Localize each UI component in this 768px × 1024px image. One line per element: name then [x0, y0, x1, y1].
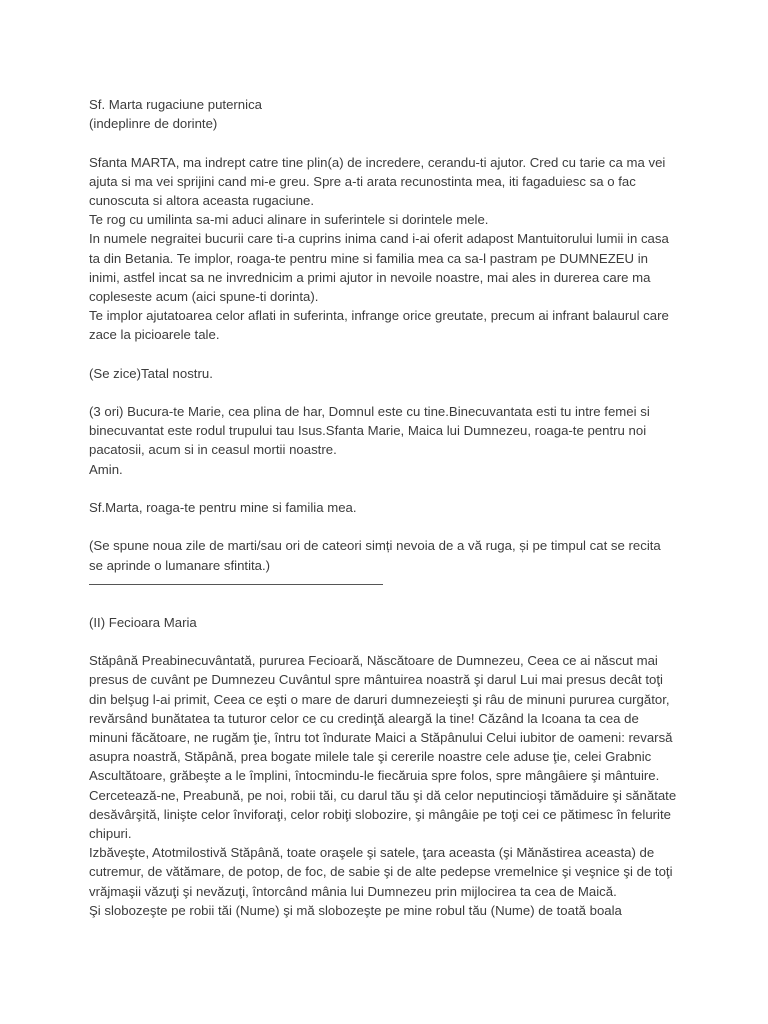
- text-line: asupra noastră, Stăpână, prea bogate milele tale şi cererile noastre cele aduse ţie, celei Grabnic: [89, 749, 652, 765]
- text-line: copleseste acum (aici spune-ti dorinta).: [89, 288, 319, 304]
- prayer-subtitle: (indeplinre de dorinte): [89, 116, 218, 132]
- paragraph-tatal-nostru: (Se zice)Tatal nostru.: [89, 365, 213, 381]
- spacer: [89, 383, 689, 402]
- spacer: [89, 632, 689, 651]
- text-line: vrăjmaşii văzuţi şi nevăzuţi, întorcând mânia lui Dumnezeu prin mijlocirea ta cea de Maică.: [89, 883, 617, 899]
- text-line: cutremur, de vătămare, de potop, de foc, de sabie şi de alte pedepse vremelnice şi veşnice şi de toţi: [89, 864, 673, 880]
- text-line: (3 ori) Bucura-te Marie, cea plina de har, Domnul este cu tine.Binecuvantata esti tu intre femei si: [89, 404, 650, 419]
- text-line: desăvârşită, linişte celor înviforaţi, celor robiţi slobozire, şi mângâie pe toţi cei ce pătimesc în felurite: [89, 806, 671, 822]
- text-line: presus de cuvânt pe Dumnezeu Cuvântul spre mântuirea noastră şi darul Lui mai presus decât toţi: [89, 672, 663, 688]
- paragraph-fecioara-maria: [89, 651, 689, 920]
- spacer: [89, 479, 689, 498]
- spacer: [89, 133, 689, 152]
- text-line: inimi, astfel incat sa ne invrednicim a primi ajutor in nevoile noastre, mai ales in durerea care ma: [89, 269, 651, 285]
- paragraph-bucura-te: [89, 402, 689, 479]
- section-title: (II) Fecioara Maria: [89, 614, 197, 630]
- text-line: binecuvantat este rodul trupului tau Isus.Sfanta Marie, Maica lui Dumnezeu, roaga-te pentru noi: [89, 423, 647, 439]
- paragraph-instructions: [89, 536, 689, 574]
- document-page: [89, 95, 689, 920]
- text-line: ajuta si ma vei sprijini cand mi-e greu. Spre a-ti arata recunostinta mea, iti fagaduiesc sa o fac: [89, 173, 636, 189]
- text-line: chipuri.: [89, 825, 132, 841]
- text-line: se aprinde o lumanare sfintita.): [89, 557, 271, 573]
- text-line: Sfanta MARTA, ma indrept catre tine plin(a) de incredere, cerandu-ti ajutor. Cred cu tarie ca ma vei: [89, 154, 666, 170]
- text-line: Amin.: [89, 461, 123, 477]
- text-line: (Se spune noua zile de marti/sau ori de cateori simți nevoia de a vă ruga, și pe timpul cat se recita: [89, 538, 661, 554]
- text-line: pacatosii, acum si in ceasul mortii noastre.: [89, 442, 337, 458]
- paragraph-sf-marta: Sf.Marta, roaga-te pentru mine si familia mea.: [89, 499, 357, 515]
- text-line: Te implor ajutatoarea celor aflati in suferinta, infrange orice greutate, precum ai infrant balaurul care: [89, 308, 669, 324]
- text-line: din belşug l-ai primit, Ceea ce eşti o mare de daruri dumnezeieşti şi râu de minuni pururea curgător,: [89, 691, 670, 707]
- text-line: revărsând bunătatea ta tuturor celor ce cu credinţă aleargă la tine! Căzând la Icoana ta cea de: [89, 710, 639, 726]
- text-line: Izbăveşte, Atotmilostivă Stăpână, toate oraşele şi satele, ţara aceasta (şi Mănăstirea aceasta) de: [89, 845, 655, 861]
- spacer: [89, 517, 689, 536]
- text-line: ta din Betania. Te implor, roaga-te pentru mine si familia mea ca sa-l pastram pe DUMNEZEU in: [89, 250, 648, 266]
- text-line: Te rog cu umilinta sa-mi aduci alinare in suferintele si dorintele mele.: [89, 212, 489, 228]
- text-line: Cercetează-ne, Preabună, pe noi, robii tăi, cu darul tău şi dă celor neputincioşi tămăduire şi sănătate: [89, 787, 677, 803]
- text-line: Şi slobozeşte pe robii tăi (Nume) şi mă slobozeşte pe mine robul tău (Nume) de toată boala: [89, 902, 622, 918]
- text-line: zace la picioarele tale.: [89, 327, 220, 343]
- text-line: Stăpână Preabinecuvântată, pururea Fecioară, Născătoare de Dumnezeu, Ceea ce ai născut mai: [89, 653, 658, 669]
- text-line: cunoscuta si altora aceasta rugaciune.: [89, 192, 315, 208]
- text-line: In numele negraitei bucurii care ti-a cuprins inima cand i-ai oferit adapost Mantuitorului lumii in casa: [89, 231, 669, 247]
- text-line: Ascultătoare, grăbeşte a le împlini, întocmindu-le fiecăruia spre folos, spre mângâiere şi mântuire.: [89, 768, 660, 784]
- spacer: [89, 344, 689, 363]
- prayer-title: Sf. Marta rugaciune puternica: [89, 97, 262, 112]
- paragraph-invocation: [89, 153, 689, 345]
- horizontal-divider: [89, 584, 383, 585]
- spacer: [89, 594, 689, 613]
- text-line: minuni făcătoare, ne rugăm ţie, întru tot îndurate Maici a Stăpânului Celui iubitor de oameni: revarsă: [89, 730, 673, 745]
